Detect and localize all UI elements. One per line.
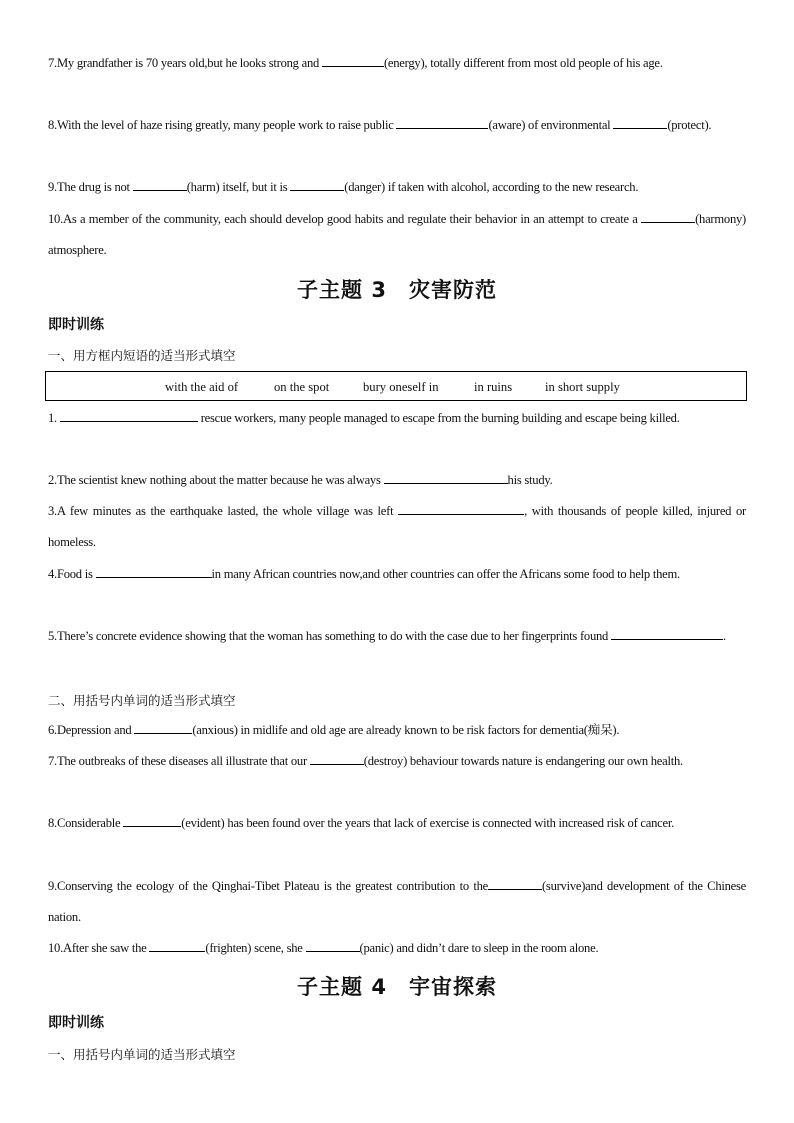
question-3-phrase: 3.A few minutes as the earthquake lasted, the whole village was left , with thousands of people killed, injured or homeless. <box>48 504 746 549</box>
answer-blank[interactable] <box>488 877 542 890</box>
answer-blank[interactable] <box>60 409 198 422</box>
answer-blank[interactable] <box>134 721 192 734</box>
answer-blank[interactable] <box>306 939 360 952</box>
answer-blank[interactable] <box>611 627 723 640</box>
answer-blank[interactable] <box>398 502 524 515</box>
question-5-phrase: 5.There’s concrete evidence showing that the woman has something to do with the case due to her fingerprints found . <box>48 629 726 643</box>
practice-label: 即时训练 <box>48 1015 104 1031</box>
question-1-phrase: 1. rescue workers, many people managed to escape from the burning building and escape being killed. <box>48 411 680 425</box>
answer-blank[interactable] <box>322 54 384 67</box>
question-9-survive: 9.Conserving the ecology of the Qinghai-Tibet Plateau is the greatest contribution to the (survive)and development of the Chinese nation. <box>48 879 746 924</box>
phrase-item: in ruins <box>474 380 513 394</box>
answer-blank[interactable] <box>384 471 508 484</box>
question-6-anxious: 6.Depression and (anxious) in midlife and old age are already known to be risk factors for dementia(痴呆). <box>48 723 620 737</box>
question-2-phrase: 2.The scientist knew nothing about the matter because he was always his study. <box>48 473 553 487</box>
answer-blank[interactable] <box>133 178 187 191</box>
question-8-evident: 8.Considerable (evident) has been found over the years that lack of exercise is connected with increased risk of cancer. <box>48 816 674 830</box>
question-10-frighten: 10.After she saw the (frighten) scene, she (panic) and didn’t dare to sleep in the room alone. <box>48 941 599 955</box>
phrase-item: bury oneself in <box>363 380 439 394</box>
part-2-instruction: 二、用括号内单词的适当形式填空 <box>48 693 236 708</box>
question-9-harm: 9.The drug is not (harm) itself, but it is (danger) if taken with alcohol, according to the new research. <box>48 180 639 194</box>
answer-blank[interactable] <box>290 178 344 191</box>
question-10-harmony: 10.As a member of the community, each should develop good habits and regulate their behavior in an attempt to create a (harmony) atmosphere. <box>48 212 746 257</box>
answer-blank[interactable] <box>641 210 695 223</box>
answer-blank[interactable] <box>96 565 212 578</box>
answer-blank[interactable] <box>310 752 364 765</box>
answer-blank[interactable] <box>613 116 667 129</box>
topic-3-title: 子主题 3 灾害防范 <box>297 278 497 302</box>
answer-blank[interactable] <box>396 116 488 129</box>
question-7-energy: 7.My grandfather is 70 years old,but he looks strong and (energy), totally different from most old people of his age. <box>48 56 663 70</box>
question-8-aware: 8.With the level of haze rising greatly, many people work to raise public (aware) of environmental (protect). <box>48 118 712 132</box>
answer-blank[interactable] <box>123 814 181 827</box>
topic-4-title: 子主题 4 宇宙探索 <box>297 975 497 999</box>
answer-blank[interactable] <box>149 939 205 952</box>
phrase-item: on the spot <box>274 380 330 394</box>
question-4-phrase: 4.Food is in many African countries now,and other countries can offer the Africans some food to help them. <box>48 567 680 581</box>
phrase-item: in short supply <box>545 380 620 394</box>
practice-label: 即时训练 <box>48 317 104 333</box>
phrase-item: with the aid of <box>165 380 239 394</box>
phrase-box <box>45 371 747 401</box>
question-7-destroy: 7.The outbreaks of these diseases all illustrate that our (destroy) behaviour towards nature is endangering our own health. <box>48 754 683 768</box>
part-1-instruction: 一、用括号内单词的适当形式填空 <box>48 1047 236 1062</box>
part-1-instruction: 一、用方框内短语的适当形式填空 <box>48 348 236 363</box>
